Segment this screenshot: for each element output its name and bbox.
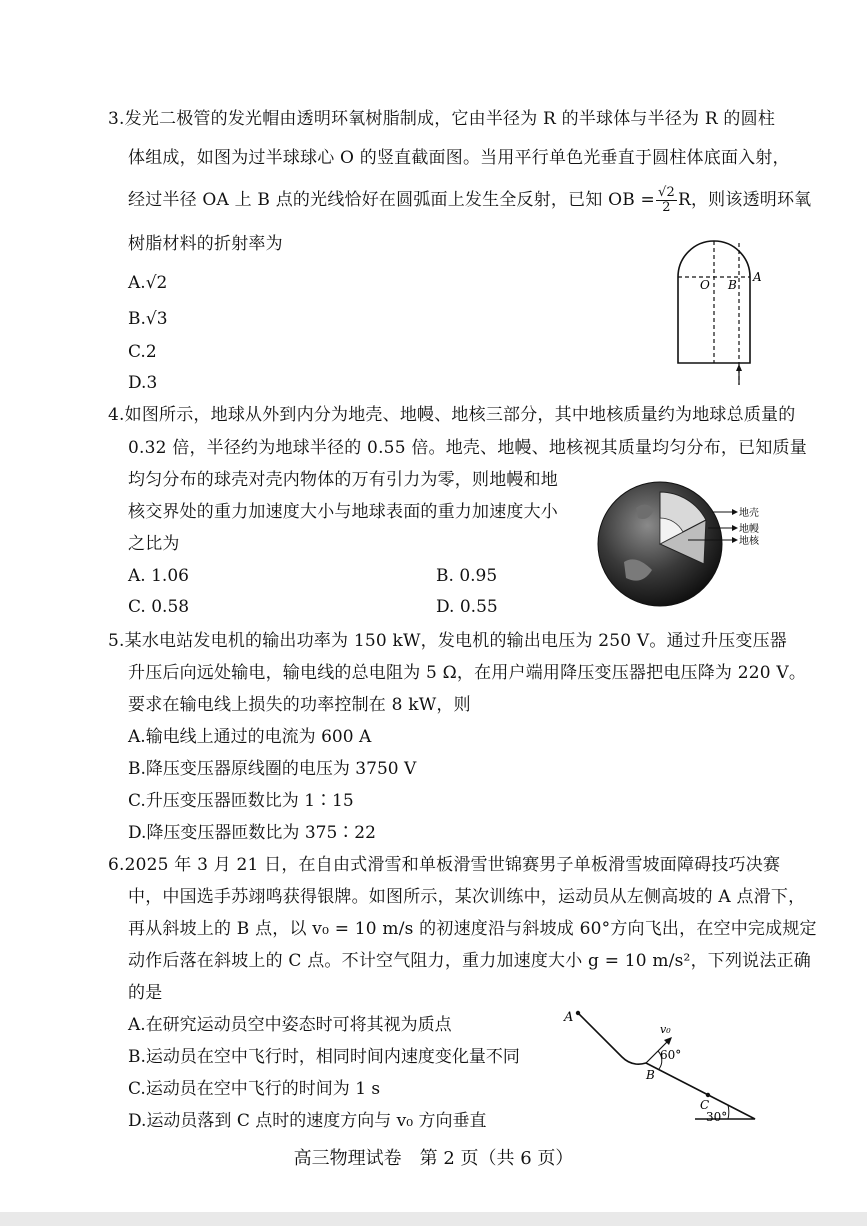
q4-line-5: 之比为	[128, 534, 180, 554]
q4-line-4: 核交界处的重力加速度大小与地球表面的重力加速度大小	[128, 502, 558, 522]
q5-option-b-label: B.	[128, 759, 146, 779]
point-c-slope-label: C	[700, 1098, 710, 1112]
earth-layers-figure	[596, 478, 766, 610]
q4-option-c-value: 0.58	[151, 597, 190, 617]
q4-option-a-label: A.	[128, 566, 146, 586]
q6-option-b-label: B.	[128, 1047, 146, 1067]
q5-option-a-value: 输电线上通过的电流为 600 A	[145, 727, 372, 747]
q6-option-c-value: 运动员在空中飞行的时间为 1 s	[145, 1079, 381, 1099]
q6-line-5: 的是	[128, 983, 163, 1003]
q5-line-3: 要求在输电线上损失的功率控制在 8 kW，则	[128, 695, 471, 715]
scan-edge	[0, 1212, 867, 1226]
q3-option-a-label: A.	[128, 273, 146, 293]
q6-line-1: 6.2025 年 3 月 21 日，在自由式滑雪和单板滑雪世锦赛男子单板滑雪坡面障碍技巧决赛	[108, 855, 781, 875]
angle-60-label: 60°	[660, 1048, 682, 1062]
q6-option-b	[128, 1046, 520, 1068]
q4-line-3: 均匀分布的球壳对壳内物体的万有引力为零，则地幔和地	[128, 470, 558, 490]
q4-option-b	[436, 565, 497, 587]
q4-option-b-label: B.	[436, 566, 454, 586]
point-o-label: O	[700, 278, 710, 292]
q5-option-a	[128, 726, 371, 748]
q6-option-c-label: C.	[128, 1079, 146, 1099]
q4-option-b-value: 0.95	[459, 566, 498, 586]
q5-option-b-value: 降压变压器原线圈的电压为 3750 V	[145, 759, 417, 779]
q3-option-b	[128, 308, 168, 330]
q5-option-a-label: A.	[128, 727, 146, 747]
q6-option-b-value: 运动员在空中飞行时，相同时间内速度变化量不同	[145, 1047, 520, 1067]
q3-option-b-value: √3	[145, 309, 168, 329]
q3-line-2: 体组成，如图为过半球球心 O 的竖直截面图。当用平行单色光垂直于圆柱体底面入射，	[128, 148, 790, 168]
q6-option-a-value: 在研究运动员空中姿态时可将其视为质点	[145, 1015, 452, 1035]
ob-fraction-tail: R	[677, 190, 691, 210]
q5-option-b	[128, 758, 416, 780]
q3-line-1: 3.发光二极管的发光帽由透明环氧树脂制成，它由半径为 R 的半球体与半径为 R 的圆柱	[108, 109, 776, 129]
q4-option-c-label: C.	[128, 597, 146, 617]
q4-option-a-value: 1.06	[151, 566, 189, 586]
q3-line-3-text: 经过半径 OA 上 B 点的光线恰好在圆弧面上发生全反射，已知 OB =	[128, 190, 656, 210]
point-b-slope-label: B	[646, 1068, 655, 1082]
q3-option-a	[128, 272, 167, 294]
q6-line-3: 再从斜坡上的 B 点，以 v₀ = 10 m/s 的初速度沿与斜坡成 60°方向飞出，在空中完成规定	[128, 919, 817, 939]
ob-fraction-numerator: √2	[658, 185, 675, 200]
q3-option-c-value: 2	[145, 342, 157, 362]
q6-option-d-value: 运动员落到 C 点时的速度方向与 v₀ 方向垂直	[146, 1111, 487, 1131]
ski-slope-figure	[560, 1005, 765, 1125]
point-b-label: B	[728, 278, 737, 292]
crust-label: 地壳	[739, 508, 759, 519]
q6-option-a	[128, 1014, 452, 1036]
q5-option-c-label: C.	[128, 791, 146, 811]
q3-option-a-value: √2	[145, 273, 168, 293]
q6-option-a-label: A.	[128, 1015, 146, 1035]
q4-line-1: 4.如图所示，地球从外到内分为地壳、地幔、地核三部分，其中地核质量约为地球总质量的	[108, 405, 796, 425]
v0-label: v₀	[660, 1023, 671, 1036]
q5-option-d-label: D.	[128, 823, 147, 843]
q3-line-4: 树脂材料的折射率为	[128, 234, 283, 254]
q5-line-2: 升压后向远处输电，输电线的总电阻为 5 Ω，在用户端用降压变压器把电压降为 220 V。	[128, 663, 807, 683]
q4-option-d-label: D.	[436, 597, 455, 617]
q3-option-b-label: B.	[128, 309, 146, 329]
ob-fraction-denominator: 2	[662, 200, 671, 215]
q6-line-4: 动作后落在斜坡上的 C 点。不计空气阻力，重力加速度大小 g = 10 m/s²，下列说法正确	[128, 951, 811, 971]
mantle-label: 地幔	[739, 524, 759, 535]
led-cross-section-figure	[670, 225, 770, 385]
q5-option-d	[128, 822, 376, 844]
q3-option-d-label: D.	[128, 373, 147, 393]
q5-option-d-value: 降压变压器匝数比为 375∶22	[146, 823, 376, 843]
q3-line-3-text-end: ，则该透明环氧	[690, 190, 812, 210]
q5-option-c	[128, 790, 354, 812]
q4-option-c	[128, 596, 189, 618]
q5-line-1: 5.某水电站发电机的输出功率为 150 kW，发电机的输出电压为 250 V。通过升压变压器	[108, 631, 787, 651]
q6-option-d	[128, 1110, 486, 1132]
page-footer: 高三物理试卷 第 2 页（共 6 页）	[293, 1148, 574, 1169]
q3-option-c-label: C.	[128, 342, 146, 362]
q4-line-2: 0.32 倍，半径约为地球半径的 0.55 倍。地壳、地幔、地核视其质量均匀分布，已知质量	[128, 438, 807, 458]
core-label: 地核	[739, 536, 759, 547]
q6-line-2: 中，中国选手苏翊鸣获得银牌。如图所示，某次训练中，运动员从左侧高坡的 A 点滑下，	[128, 887, 806, 907]
q3-option-d	[128, 372, 157, 394]
q6-option-d-label: D.	[128, 1111, 147, 1131]
q6-option-c	[128, 1078, 380, 1100]
point-a-slope-label: A	[564, 1010, 574, 1025]
point-a-label: A	[753, 270, 762, 284]
q5-option-c-value: 升压变压器匝数比为 1∶15	[145, 791, 354, 811]
q3-line-3	[128, 186, 811, 215]
q3-option-c	[128, 341, 157, 363]
q4-option-a	[128, 565, 189, 587]
angle-30-label: 30°	[706, 1110, 728, 1124]
q4-option-d-value: 0.55	[459, 597, 498, 617]
q4-option-d	[436, 596, 498, 618]
ob-fraction	[656, 186, 677, 215]
q3-option-d-value: 3	[146, 373, 158, 393]
